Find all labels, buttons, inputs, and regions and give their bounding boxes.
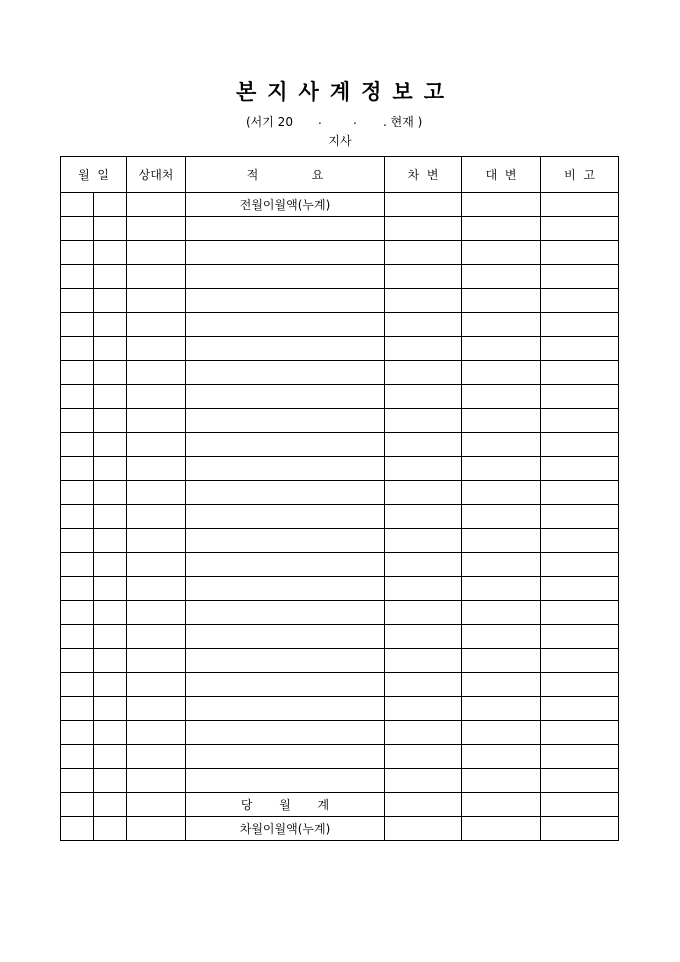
day-cell[interactable] xyxy=(94,193,127,217)
month-cell[interactable] xyxy=(61,649,94,673)
remarks-cell[interactable] xyxy=(541,337,619,361)
credit-cell[interactable] xyxy=(462,481,541,505)
credit-cell[interactable] xyxy=(462,241,541,265)
description-cell[interactable] xyxy=(186,601,385,625)
month-cell[interactable] xyxy=(61,769,94,793)
month-cell[interactable] xyxy=(61,313,94,337)
month-cell[interactable] xyxy=(61,793,94,817)
remarks-cell[interactable] xyxy=(541,697,619,721)
debit-cell[interactable] xyxy=(385,481,462,505)
credit-cell[interactable] xyxy=(462,577,541,601)
counterparty-cell[interactable] xyxy=(127,289,186,313)
month-cell[interactable] xyxy=(61,457,94,481)
counterparty-cell[interactable] xyxy=(127,265,186,289)
day-cell[interactable] xyxy=(94,601,127,625)
closing-balance-row xyxy=(61,817,619,841)
debit-cell[interactable] xyxy=(385,433,462,457)
description-cell[interactable] xyxy=(186,409,385,433)
credit-cell[interactable] xyxy=(462,337,541,361)
day-cell[interactable] xyxy=(94,241,127,265)
credit-cell[interactable] xyxy=(462,265,541,289)
counterparty-cell[interactable] xyxy=(127,721,186,745)
header-credit: 대 변 xyxy=(462,157,541,193)
ledger-row xyxy=(61,625,619,649)
ledger-row xyxy=(61,697,619,721)
ledger-row xyxy=(61,385,619,409)
description-cell[interactable] xyxy=(186,337,385,361)
remarks-cell[interactable] xyxy=(541,673,619,697)
description-cell[interactable] xyxy=(186,457,385,481)
opening-balance-row xyxy=(61,193,619,217)
description-cell[interactable] xyxy=(186,673,385,697)
day-cell[interactable] xyxy=(94,289,127,313)
ledger-row xyxy=(61,529,619,553)
counterparty-cell[interactable] xyxy=(127,193,186,217)
credit-cell[interactable] xyxy=(462,457,541,481)
day-cell[interactable] xyxy=(94,673,127,697)
ledger-row xyxy=(61,409,619,433)
header-month-day: 월 일 xyxy=(61,157,127,193)
description-cell[interactable] xyxy=(186,481,385,505)
ledger-row xyxy=(61,769,619,793)
ledger-row xyxy=(61,673,619,697)
ledger-row xyxy=(61,313,619,337)
remarks-cell[interactable] xyxy=(541,313,619,337)
description-cell: 차월이월액(누계) xyxy=(186,817,385,841)
description-cell[interactable] xyxy=(186,217,385,241)
credit-cell[interactable] xyxy=(462,745,541,769)
counterparty-cell[interactable] xyxy=(127,241,186,265)
description-cell: 당 월 계 xyxy=(186,793,385,817)
day-cell[interactable] xyxy=(94,553,127,577)
counterparty-cell[interactable] xyxy=(127,625,186,649)
remarks-cell[interactable] xyxy=(541,601,619,625)
counterparty-cell[interactable] xyxy=(127,217,186,241)
ledger-row xyxy=(61,457,619,481)
day-cell[interactable] xyxy=(94,625,127,649)
description-cell[interactable] xyxy=(186,529,385,553)
month-cell[interactable] xyxy=(61,673,94,697)
day-cell[interactable] xyxy=(94,433,127,457)
debit-cell[interactable] xyxy=(385,361,462,385)
credit-cell[interactable] xyxy=(462,361,541,385)
remarks-cell[interactable] xyxy=(541,721,619,745)
month-cell[interactable] xyxy=(61,745,94,769)
day-cell[interactable] xyxy=(94,793,127,817)
header-description: 적 요 xyxy=(186,157,385,193)
remarks-cell[interactable] xyxy=(541,769,619,793)
counterparty-cell[interactable] xyxy=(127,649,186,673)
branch-label: 지사 xyxy=(328,134,352,148)
credit-cell[interactable] xyxy=(462,505,541,529)
description-cell[interactable] xyxy=(186,721,385,745)
ledger-row xyxy=(61,649,619,673)
remarks-cell[interactable] xyxy=(541,193,619,217)
remarks-cell[interactable] xyxy=(541,241,619,265)
description-cell[interactable] xyxy=(186,241,385,265)
debit-cell[interactable] xyxy=(385,601,462,625)
counterparty-cell[interactable] xyxy=(127,577,186,601)
counterparty-cell[interactable] xyxy=(127,481,186,505)
counterparty-cell[interactable] xyxy=(127,529,186,553)
debit-cell[interactable] xyxy=(385,337,462,361)
description-cell[interactable] xyxy=(186,361,385,385)
credit-cell[interactable] xyxy=(462,217,541,241)
credit-cell[interactable] xyxy=(462,385,541,409)
credit-cell[interactable] xyxy=(462,289,541,313)
day-cell[interactable] xyxy=(94,697,127,721)
credit-cell[interactable] xyxy=(462,649,541,673)
date-month-dot: . xyxy=(318,113,322,127)
ledger-row xyxy=(61,577,619,601)
debit-cell[interactable] xyxy=(385,529,462,553)
debit-cell[interactable] xyxy=(385,385,462,409)
day-cell[interactable] xyxy=(94,409,127,433)
ledger-row xyxy=(61,361,619,385)
ledger-row xyxy=(61,481,619,505)
counterparty-cell[interactable] xyxy=(127,313,186,337)
ledger-row xyxy=(61,337,619,361)
ledger-row xyxy=(61,433,619,457)
month-cell[interactable] xyxy=(61,193,94,217)
counterparty-cell[interactable] xyxy=(127,793,186,817)
debit-cell[interactable] xyxy=(385,241,462,265)
remarks-cell[interactable] xyxy=(541,529,619,553)
counterparty-cell[interactable] xyxy=(127,673,186,697)
page-title: 본지사계정보고 xyxy=(235,79,455,104)
remarks-cell[interactable] xyxy=(541,433,619,457)
month-cell[interactable] xyxy=(61,337,94,361)
header-counterparty: 상대처 xyxy=(127,157,186,193)
credit-cell[interactable] xyxy=(462,721,541,745)
month-cell[interactable] xyxy=(61,625,94,649)
header-row xyxy=(61,157,619,193)
ledger-row xyxy=(61,553,619,577)
credit-cell[interactable] xyxy=(462,673,541,697)
debit-cell[interactable] xyxy=(385,409,462,433)
credit-cell[interactable] xyxy=(462,697,541,721)
counterparty-cell[interactable] xyxy=(127,769,186,793)
counterparty-cell[interactable] xyxy=(127,409,186,433)
credit-cell[interactable] xyxy=(462,313,541,337)
debit-cell[interactable] xyxy=(385,673,462,697)
day-cell[interactable] xyxy=(94,817,127,841)
description-cell[interactable] xyxy=(186,745,385,769)
debit-cell[interactable] xyxy=(385,217,462,241)
day-cell[interactable] xyxy=(94,337,127,361)
month-cell[interactable] xyxy=(61,529,94,553)
month-cell[interactable] xyxy=(61,385,94,409)
remarks-cell[interactable] xyxy=(541,361,619,385)
ledger-table xyxy=(60,156,619,841)
description-cell: 전월이월액(누계) xyxy=(186,193,385,217)
credit-cell[interactable] xyxy=(462,553,541,577)
month-cell[interactable] xyxy=(61,601,94,625)
day-cell[interactable] xyxy=(94,361,127,385)
ledger-row xyxy=(61,601,619,625)
counterparty-cell[interactable] xyxy=(127,697,186,721)
remarks-cell[interactable] xyxy=(541,289,619,313)
remarks-cell[interactable] xyxy=(541,265,619,289)
description-cell[interactable] xyxy=(186,313,385,337)
ledger-row xyxy=(61,745,619,769)
debit-cell[interactable] xyxy=(385,265,462,289)
remarks-cell[interactable] xyxy=(541,553,619,577)
counterparty-cell[interactable] xyxy=(127,457,186,481)
header-debit: 차 변 xyxy=(385,157,462,193)
description-cell[interactable] xyxy=(186,625,385,649)
month-cell[interactable] xyxy=(61,817,94,841)
date-suffix: . 현재 ) xyxy=(383,115,423,129)
description-cell[interactable] xyxy=(186,385,385,409)
remarks-cell[interactable] xyxy=(541,385,619,409)
month-cell[interactable] xyxy=(61,265,94,289)
credit-cell[interactable] xyxy=(462,769,541,793)
day-cell[interactable] xyxy=(94,721,127,745)
description-cell[interactable] xyxy=(186,697,385,721)
month-cell[interactable] xyxy=(61,505,94,529)
counterparty-cell[interactable] xyxy=(127,337,186,361)
debit-cell[interactable] xyxy=(385,505,462,529)
day-cell[interactable] xyxy=(94,481,127,505)
remarks-cell[interactable] xyxy=(541,745,619,769)
month-cell[interactable] xyxy=(61,241,94,265)
debit-cell[interactable] xyxy=(385,817,462,841)
debit-cell[interactable] xyxy=(385,649,462,673)
credit-cell[interactable] xyxy=(462,193,541,217)
description-cell[interactable] xyxy=(186,433,385,457)
ledger-row xyxy=(61,241,619,265)
credit-cell[interactable] xyxy=(462,601,541,625)
counterparty-cell[interactable] xyxy=(127,433,186,457)
remarks-cell[interactable] xyxy=(541,217,619,241)
description-cell[interactable] xyxy=(186,649,385,673)
debit-cell[interactable] xyxy=(385,577,462,601)
month-cell[interactable] xyxy=(61,361,94,385)
remarks-cell[interactable] xyxy=(541,793,619,817)
ledger-row xyxy=(61,217,619,241)
remarks-cell[interactable] xyxy=(541,577,619,601)
month-cell[interactable] xyxy=(61,433,94,457)
description-cell[interactable] xyxy=(186,289,385,313)
day-cell[interactable] xyxy=(94,313,127,337)
description-cell[interactable] xyxy=(186,769,385,793)
counterparty-cell[interactable] xyxy=(127,361,186,385)
credit-cell[interactable] xyxy=(462,625,541,649)
ledger-row xyxy=(61,265,619,289)
day-cell[interactable] xyxy=(94,385,127,409)
credit-cell[interactable] xyxy=(462,793,541,817)
remarks-cell[interactable] xyxy=(541,625,619,649)
description-cell[interactable] xyxy=(186,265,385,289)
date-day-dot: . xyxy=(353,113,357,127)
ledger-row xyxy=(61,721,619,745)
month-cell[interactable] xyxy=(61,721,94,745)
day-cell[interactable] xyxy=(94,769,127,793)
debit-cell[interactable] xyxy=(385,769,462,793)
credit-cell[interactable] xyxy=(462,433,541,457)
day-cell[interactable] xyxy=(94,745,127,769)
month-total-row xyxy=(61,793,619,817)
debit-cell[interactable] xyxy=(385,625,462,649)
credit-cell[interactable] xyxy=(462,817,541,841)
month-cell[interactable] xyxy=(61,697,94,721)
debit-cell[interactable] xyxy=(385,745,462,769)
debit-cell[interactable] xyxy=(385,289,462,313)
counterparty-cell[interactable] xyxy=(127,553,186,577)
report-date-line xyxy=(0,113,680,129)
remarks-cell[interactable] xyxy=(541,457,619,481)
ledger-row xyxy=(61,289,619,313)
month-cell[interactable] xyxy=(61,553,94,577)
remarks-cell[interactable] xyxy=(541,649,619,673)
day-cell[interactable] xyxy=(94,217,127,241)
month-cell[interactable] xyxy=(61,481,94,505)
header-remarks: 비 고 xyxy=(541,157,619,193)
month-cell[interactable] xyxy=(61,217,94,241)
description-cell[interactable] xyxy=(186,553,385,577)
ledger-row xyxy=(61,505,619,529)
debit-cell[interactable] xyxy=(385,313,462,337)
debit-cell[interactable] xyxy=(385,697,462,721)
description-cell[interactable] xyxy=(186,505,385,529)
day-cell[interactable] xyxy=(94,529,127,553)
counterparty-cell[interactable] xyxy=(127,385,186,409)
remarks-cell[interactable] xyxy=(541,409,619,433)
date-prefix: (서기 20 xyxy=(246,115,293,129)
day-cell[interactable] xyxy=(94,505,127,529)
counterparty-cell[interactable] xyxy=(127,505,186,529)
debit-cell[interactable] xyxy=(385,793,462,817)
month-cell[interactable] xyxy=(61,577,94,601)
day-cell[interactable] xyxy=(94,649,127,673)
day-cell[interactable] xyxy=(94,265,127,289)
remarks-cell[interactable] xyxy=(541,505,619,529)
counterparty-cell[interactable] xyxy=(127,745,186,769)
debit-cell[interactable] xyxy=(385,457,462,481)
debit-cell[interactable] xyxy=(385,193,462,217)
month-cell[interactable] xyxy=(61,289,94,313)
debit-cell[interactable] xyxy=(385,721,462,745)
counterparty-cell[interactable] xyxy=(127,601,186,625)
remarks-cell[interactable] xyxy=(541,817,619,841)
counterparty-cell[interactable] xyxy=(127,817,186,841)
description-cell[interactable] xyxy=(186,577,385,601)
day-cell[interactable] xyxy=(94,457,127,481)
credit-cell[interactable] xyxy=(462,529,541,553)
remarks-cell[interactable] xyxy=(541,481,619,505)
day-cell[interactable] xyxy=(94,577,127,601)
credit-cell[interactable] xyxy=(462,409,541,433)
month-cell[interactable] xyxy=(61,409,94,433)
debit-cell[interactable] xyxy=(385,553,462,577)
